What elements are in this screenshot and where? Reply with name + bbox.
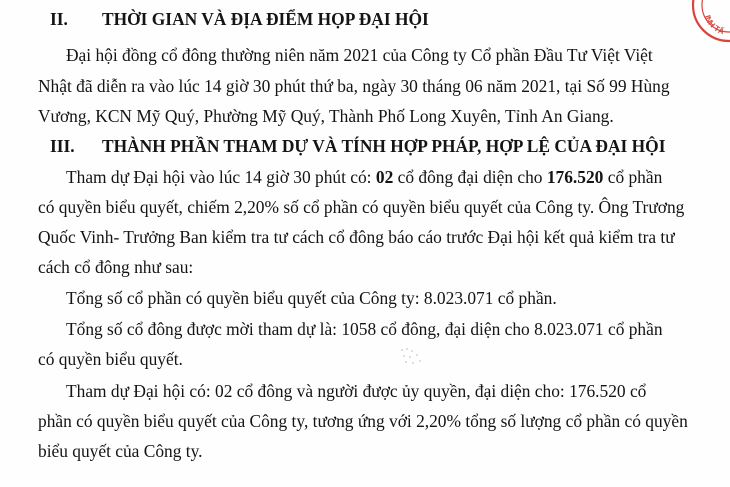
para-1-text-c: cổ đông đại diện cho bbox=[393, 167, 547, 187]
section-3-para-4-line-3: biểu quyết của Công ty. bbox=[38, 441, 203, 461]
section-3-para-2: Tổng số cổ phần có quyền biểu quyết của Công ty: 8.023.071 cổ phần. bbox=[66, 288, 557, 308]
section-3-para-1-line-3: Quốc Vinh- Trưởng Ban kiểm tra tư cách cổ đông báo cáo trước Đại hội kết quả kiểm tra tư bbox=[38, 227, 675, 247]
section-3-para-1-line-4: cách cổ đông như sau: bbox=[38, 257, 194, 277]
section-3-para-3-line-1: Tổng số cổ đông được mời tham dự là: 1058 cổ đông, đại diện cho 8.023.071 cổ phần bbox=[66, 319, 663, 339]
section-3-para-1-line-1 bbox=[66, 166, 662, 188]
section-3-para-3-line-2: có quyền biểu quyết. bbox=[38, 349, 183, 369]
seal-text: INH TẤ bbox=[702, 14, 726, 37]
para-1-shareholder-count: 02 bbox=[375, 167, 394, 187]
section-2-number: II. bbox=[50, 9, 68, 29]
section-2-title: THỜI GIAN VÀ ĐỊA ĐIỂM HỌP ĐẠI HỘI bbox=[102, 9, 429, 29]
company-seal-icon bbox=[690, 0, 730, 44]
section-3-heading bbox=[50, 135, 665, 157]
section-3-number: III. bbox=[50, 136, 75, 156]
para-1-text-e: cổ phần bbox=[603, 167, 663, 187]
scan-mark-icon bbox=[398, 346, 424, 366]
para-1-text-a: Tham dự Đại hội vào lúc 14 giờ 30 phút có: bbox=[66, 167, 376, 187]
section-3-para-4-line-2: phần có quyền biểu quyết của Công ty, tương ứng với 2,20% tổng số lượng cổ phần có quyền bbox=[38, 411, 688, 431]
section-2-line-3: Vương, KCN Mỹ Quý, Phường Mỹ Quý, Thành Phố Long Xuyên, Tỉnh An Giang. bbox=[38, 106, 614, 126]
para-1-share-count: 176.520 bbox=[546, 167, 604, 187]
section-2-line-1: Đại hội đồng cổ đông thường niên năm 2021 của Công ty Cổ phần Đầu Tư Việt Việt bbox=[66, 45, 653, 65]
section-3-para-1-line-2: có quyền biểu quyết, chiếm 2,20% số cổ phần có quyền biểu quyết của Công ty. Ông Trương bbox=[38, 197, 685, 217]
section-2-line-2: Nhật đã diễn ra vào lúc 14 giờ 30 phút thứ ba, ngày 30 tháng 06 năm 2021, tại Số 99 Hùng bbox=[38, 76, 670, 96]
section-3-para-4-line-1: Tham dự Đại hội có: 02 cổ đông và người được ủy quyền, đại diện cho: 176.520 cổ bbox=[66, 381, 647, 401]
section-3-title: THÀNH PHẦN THAM DỰ VÀ TÍNH HỢP PHÁP, HỢP LỆ CỦA ĐẠI HỘI bbox=[102, 136, 666, 156]
section-2-heading bbox=[50, 8, 429, 30]
